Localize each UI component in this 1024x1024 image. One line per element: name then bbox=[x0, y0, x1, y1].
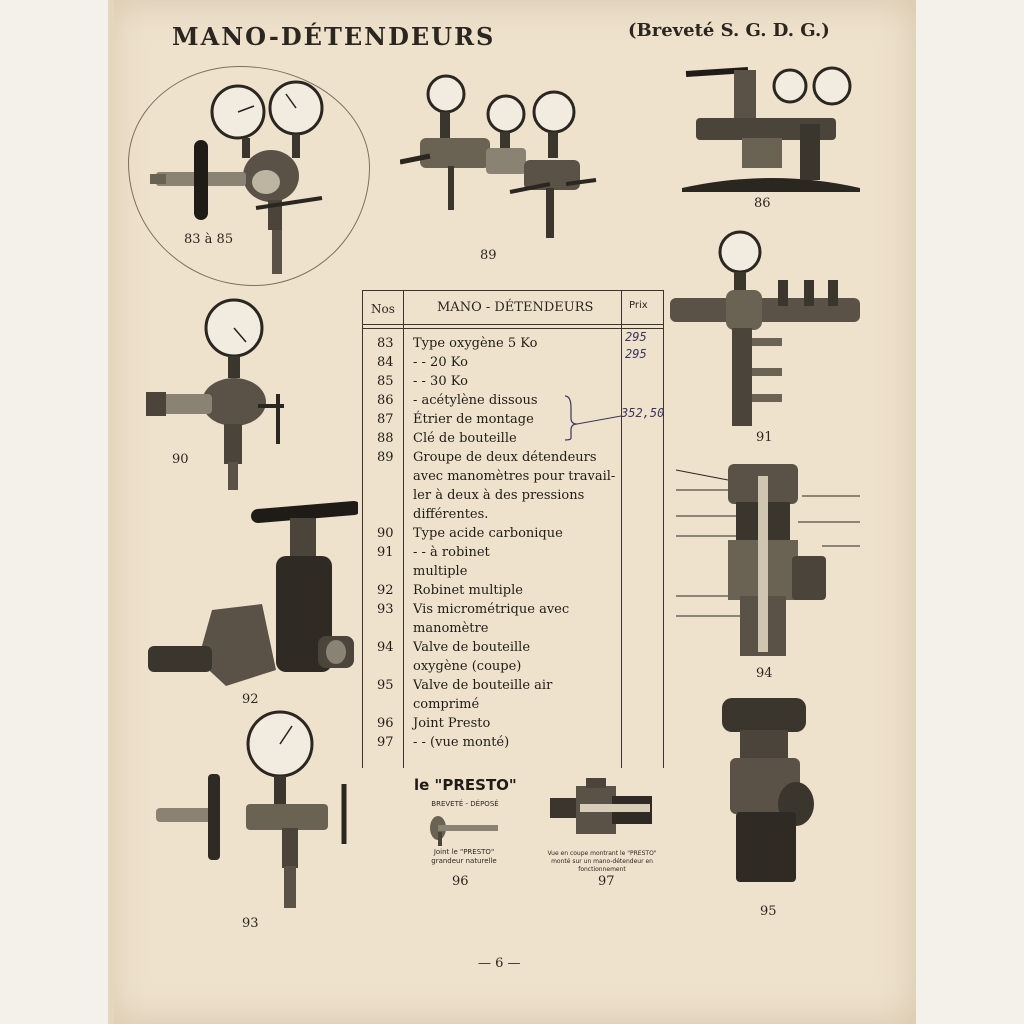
table-row: 86 - acétylène dissous bbox=[377, 393, 538, 408]
handwritten-price-86-88: 352,50 bbox=[621, 406, 665, 420]
table-row: 83 Type oxygène 5 Ko bbox=[377, 336, 538, 351]
table-row: 95 Valve de bouteille air bbox=[377, 678, 553, 693]
table-row: différentes. bbox=[413, 507, 489, 522]
table-row: multiple bbox=[413, 564, 468, 579]
table-row: 91 - - à robinet bbox=[377, 545, 490, 560]
table-row: 96 Joint Presto bbox=[377, 716, 491, 731]
figure-94 bbox=[672, 456, 864, 662]
figure-83-85 bbox=[146, 80, 326, 280]
figure-89 bbox=[400, 72, 600, 240]
page-number: — 6 — bbox=[478, 956, 521, 971]
table-row: 90 Type acide carbonique bbox=[377, 526, 563, 541]
figure-92 bbox=[142, 500, 358, 692]
figure-86 bbox=[682, 64, 860, 192]
figure-97 bbox=[546, 776, 656, 844]
page-title: MANO-DÉTENDEURS bbox=[172, 22, 496, 51]
handwritten-price-84: 295 bbox=[625, 347, 647, 361]
figure-96 bbox=[424, 808, 500, 848]
caption-94: 94 bbox=[756, 666, 773, 681]
table-row: oxygène (coupe) bbox=[413, 659, 522, 674]
caption-90: 90 bbox=[172, 452, 189, 467]
handwritten-price-83: 295 bbox=[625, 330, 647, 344]
caption-83-85: 83 à 85 bbox=[184, 232, 234, 247]
table-row: 94 Valve de bouteille bbox=[377, 640, 531, 655]
table-row: manomètre bbox=[413, 621, 489, 636]
table-row: 87 Étrier de montage bbox=[377, 412, 534, 427]
table-row: 84 - - 20 Ko bbox=[377, 355, 468, 370]
table-row: 88 Clé de bouteille bbox=[377, 431, 517, 446]
col-header-name: MANO - DÉTENDEURS bbox=[437, 300, 594, 315]
handwritten-brace bbox=[563, 394, 623, 442]
table-row: 97 - - (vue monté) bbox=[377, 735, 510, 750]
product-table bbox=[362, 290, 664, 768]
caption-89: 89 bbox=[480, 248, 497, 263]
col-header-no: Nos bbox=[371, 302, 395, 316]
caption-97: 97 bbox=[598, 874, 615, 889]
caption-93: 93 bbox=[242, 916, 259, 931]
figure-91 bbox=[666, 228, 862, 428]
col-header-prix: Prix bbox=[629, 300, 648, 311]
caption-86: 86 bbox=[754, 196, 771, 211]
table-row: 92 Robinet multiple bbox=[377, 583, 523, 598]
table-row: 93 Vis micrométrique avec bbox=[377, 602, 570, 617]
table-row: avec manomètres pour travail- bbox=[413, 469, 616, 484]
presto-joint-caption: Joint le "PRESTO" grandeur naturelle bbox=[431, 848, 497, 865]
patent-subtitle: (Breveté S. G. D. G.) bbox=[628, 20, 830, 41]
presto-title: le "PRESTO" bbox=[414, 776, 517, 794]
page-edge bbox=[108, 0, 114, 1024]
caption-95: 95 bbox=[760, 904, 777, 919]
caption-96: 96 bbox=[452, 874, 469, 889]
figure-95 bbox=[716, 692, 820, 888]
table-row: 85 - - 30 Ko bbox=[377, 374, 468, 389]
caption-91: 91 bbox=[756, 430, 773, 445]
figure-93 bbox=[152, 710, 352, 910]
presto-brevete: BREVETÉ - DÉPOSÉ bbox=[431, 800, 499, 808]
table-row: ler à deux à des pressions bbox=[413, 488, 585, 503]
figure-90 bbox=[146, 298, 286, 494]
table-row: comprimé bbox=[413, 697, 480, 712]
table-row: 89 Groupe de deux détendeurs bbox=[377, 450, 597, 465]
caption-92: 92 bbox=[242, 692, 259, 707]
presto-coupe-caption: Vue en coupe montrant le "PRESTO" monté sur un mano-détendeur en fonctionnement bbox=[547, 850, 657, 873]
